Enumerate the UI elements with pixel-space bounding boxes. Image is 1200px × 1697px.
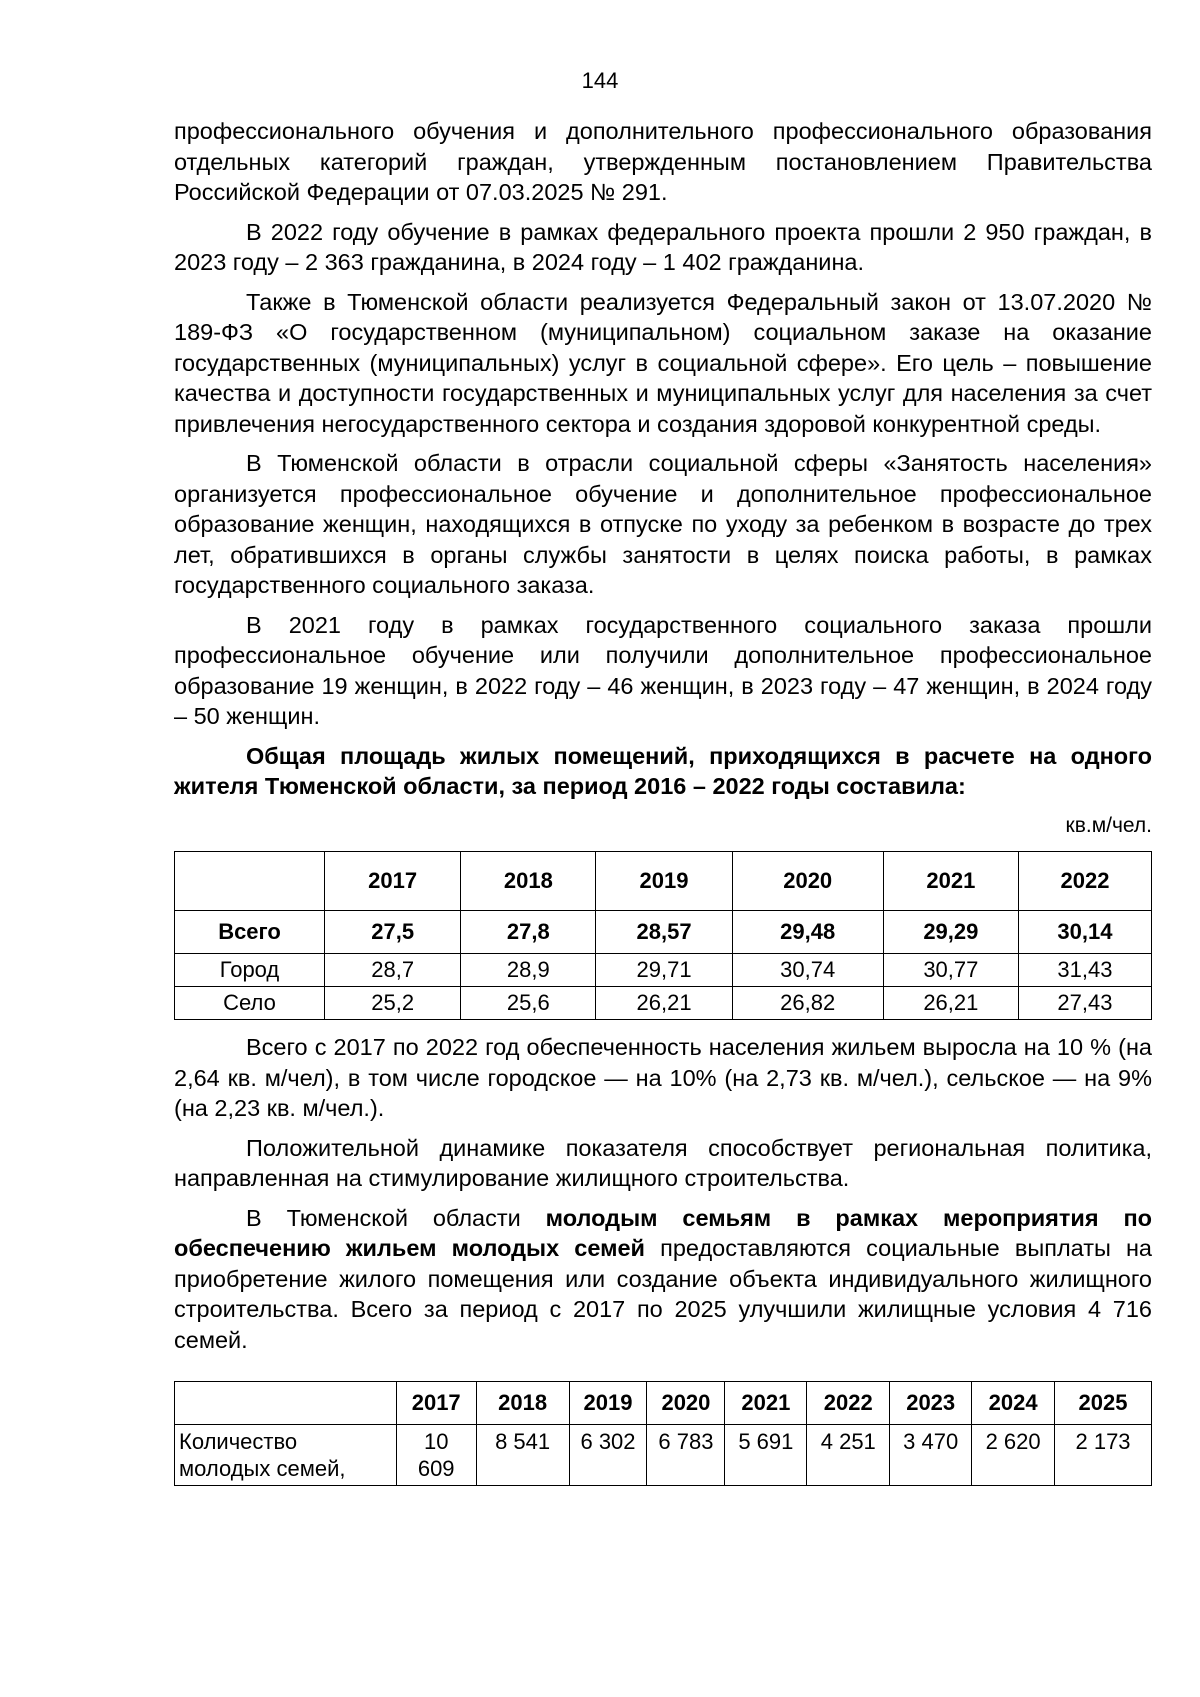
year-header: 2021 bbox=[725, 1382, 807, 1425]
table-cell: 28,7 bbox=[325, 954, 461, 987]
table-corner-cell bbox=[175, 852, 325, 911]
year-header: 2021 bbox=[883, 852, 1018, 911]
table-cell: 30,77 bbox=[883, 954, 1018, 987]
table-cell: 6 302 bbox=[569, 1425, 647, 1486]
paragraph-federal-law: Также в Тюменской области реализуется Федеральный закон от 13.07.2020 № 189-ФЗ «О государственном (муниципальном) социальном заказе на оказание государственных (муниципальных) услуг в социальной сфере». Его цель – повышение качества и доступности государственных и муниципальных услуг для населения за счет привлечения негосударственного сектора и создания здоровой конкурентной среды. bbox=[174, 288, 1152, 437]
table-cell: 27,43 bbox=[1018, 987, 1151, 1020]
table-cell: 28,57 bbox=[596, 911, 732, 954]
table-cell: 26,21 bbox=[596, 987, 732, 1020]
table-cell: 6 783 bbox=[647, 1425, 725, 1486]
year-header: 2017 bbox=[325, 852, 461, 911]
table-row-total bbox=[175, 911, 1152, 954]
table-cell: 3 470 bbox=[890, 1425, 972, 1486]
year-header: 2022 bbox=[1018, 852, 1151, 911]
table-cell: 30,74 bbox=[732, 954, 883, 987]
table-cell: 8 541 bbox=[476, 1425, 569, 1486]
table-row-village bbox=[175, 987, 1152, 1020]
paragraph-text: предоставляются социальные выплаты на приобретение жилого помещения или создание объекта индивидуального жилищного строительства. Всего за период с 2017 по 2025 улучшили жилищные условия 4 716 семей. bbox=[174, 1235, 1153, 1353]
table-cell: 29,48 bbox=[732, 911, 883, 954]
paragraph-employment-sector: В Тюменской области в отрасли социальной сферы «Занятость населения» организуется профессиональное обучение и дополнительное профессиональное образование женщин, находящихся в отпуске по уходу за ребенком в возрасте до трех лет, обратившихся в органы службы занятости в целях поиска работы, в рамках государственного социального заказа. bbox=[174, 450, 1152, 598]
paragraph-continuation: профессионального обучения и дополнительного профессионального образования отдельных категорий граждан, утвержденным постановлением Правительства Российской Федерации от 07.03.2025 № 291. bbox=[174, 118, 1152, 205]
table-cell: 4 251 bbox=[807, 1425, 890, 1486]
table-cell: 26,82 bbox=[732, 987, 883, 1020]
year-header: 2023 bbox=[890, 1382, 972, 1425]
paragraph-bold-text: молодым семьям в рамках мероприятия по обеспечению жильем молодых семей bbox=[174, 1204, 1152, 1261]
cell-line: 609 bbox=[417, 1456, 455, 1481]
table-cell: 25,6 bbox=[461, 987, 596, 1020]
young-families-table bbox=[174, 1381, 1152, 1486]
table-cell bbox=[396, 1425, 476, 1486]
paragraph-text: В Тюменской области bbox=[246, 1204, 546, 1231]
paragraph-regional-policy: Положительной динамике показателя способствует региональная политика, направленная на стимулирование жилищного строительства. bbox=[174, 1134, 1152, 1191]
table-row-city bbox=[175, 954, 1152, 987]
year-header: 2024 bbox=[972, 1382, 1055, 1425]
row-label-line: молодых семей, bbox=[179, 1456, 346, 1481]
year-header: 2022 bbox=[807, 1382, 890, 1425]
row-label: Село bbox=[175, 987, 325, 1020]
table-cell: 2 620 bbox=[972, 1425, 1055, 1486]
cell-line: 10 bbox=[423, 1429, 449, 1454]
year-header: 2018 bbox=[461, 852, 596, 911]
table-cell: 27,8 bbox=[461, 911, 596, 954]
paragraph-young-families bbox=[174, 1203, 1152, 1356]
year-header: 2020 bbox=[732, 852, 883, 911]
year-header: 2017 bbox=[396, 1382, 476, 1425]
table-cell: 29,29 bbox=[883, 911, 1018, 954]
table-cell: 2 173 bbox=[1055, 1425, 1152, 1486]
section-heading-living-area: Общая площадь жилых помещений, приходящихся в расчете на одного жителя Тюменской области, за период 2016 – 2022 годы составила: bbox=[174, 742, 1152, 799]
year-header: 2020 bbox=[647, 1382, 725, 1425]
year-header: 2019 bbox=[569, 1382, 647, 1425]
year-header: 2025 bbox=[1055, 1382, 1152, 1425]
row-label-line: Количество bbox=[179, 1429, 298, 1454]
living-area-table bbox=[174, 851, 1152, 1020]
year-header: 2019 bbox=[596, 852, 732, 911]
page-content bbox=[174, 116, 1152, 1486]
table-cell: 28,9 bbox=[461, 954, 596, 987]
page-number: 144 bbox=[581, 68, 619, 93]
year-header: 2018 bbox=[476, 1382, 569, 1425]
table-cell: 30,14 bbox=[1018, 911, 1151, 954]
paragraph-federal-project: В 2022 году обучение в рамках федерального проекта прошли 2 950 граждан, в 2023 году – 2 363 гражданина, в 2024 году – 1 402 гражданина. bbox=[174, 218, 1152, 275]
table-cell: 31,43 bbox=[1018, 954, 1151, 987]
table-unit-label: кв.м/чел. bbox=[1065, 813, 1152, 837]
table-header-row bbox=[175, 852, 1152, 911]
row-label: Город bbox=[175, 954, 325, 987]
table-row-young-families bbox=[175, 1425, 1152, 1486]
row-label: Всего bbox=[175, 911, 325, 954]
table-header-row bbox=[175, 1382, 1152, 1425]
table-cell: 25,2 bbox=[325, 987, 461, 1020]
row-label bbox=[175, 1425, 397, 1486]
table-cell: 29,71 bbox=[596, 954, 732, 987]
table-cell: 26,21 bbox=[883, 987, 1018, 1020]
paragraph-women-training: В 2021 году в рамках государственного социального заказа прошли профессиональное обучение или получили дополнительное профессиональное образование 19 женщин, в 2022 году – 46 женщин, в 2023 году – 47 женщин, в 2024 году – 50 женщин. bbox=[174, 611, 1152, 729]
table-corner-cell bbox=[175, 1382, 397, 1425]
table-cell: 27,5 bbox=[325, 911, 461, 954]
paragraph-housing-growth: Всего с 2017 по 2022 год обеспеченность населения жильем выросла на 10 % (на 2,64 кв. м/чел), в том числе городское — на 10% (на 2,73 кв. м/чел.), сельское — на 9% (на 2,23 кв. м/чел.). bbox=[174, 1034, 1152, 1121]
table-cell: 5 691 bbox=[725, 1425, 807, 1486]
